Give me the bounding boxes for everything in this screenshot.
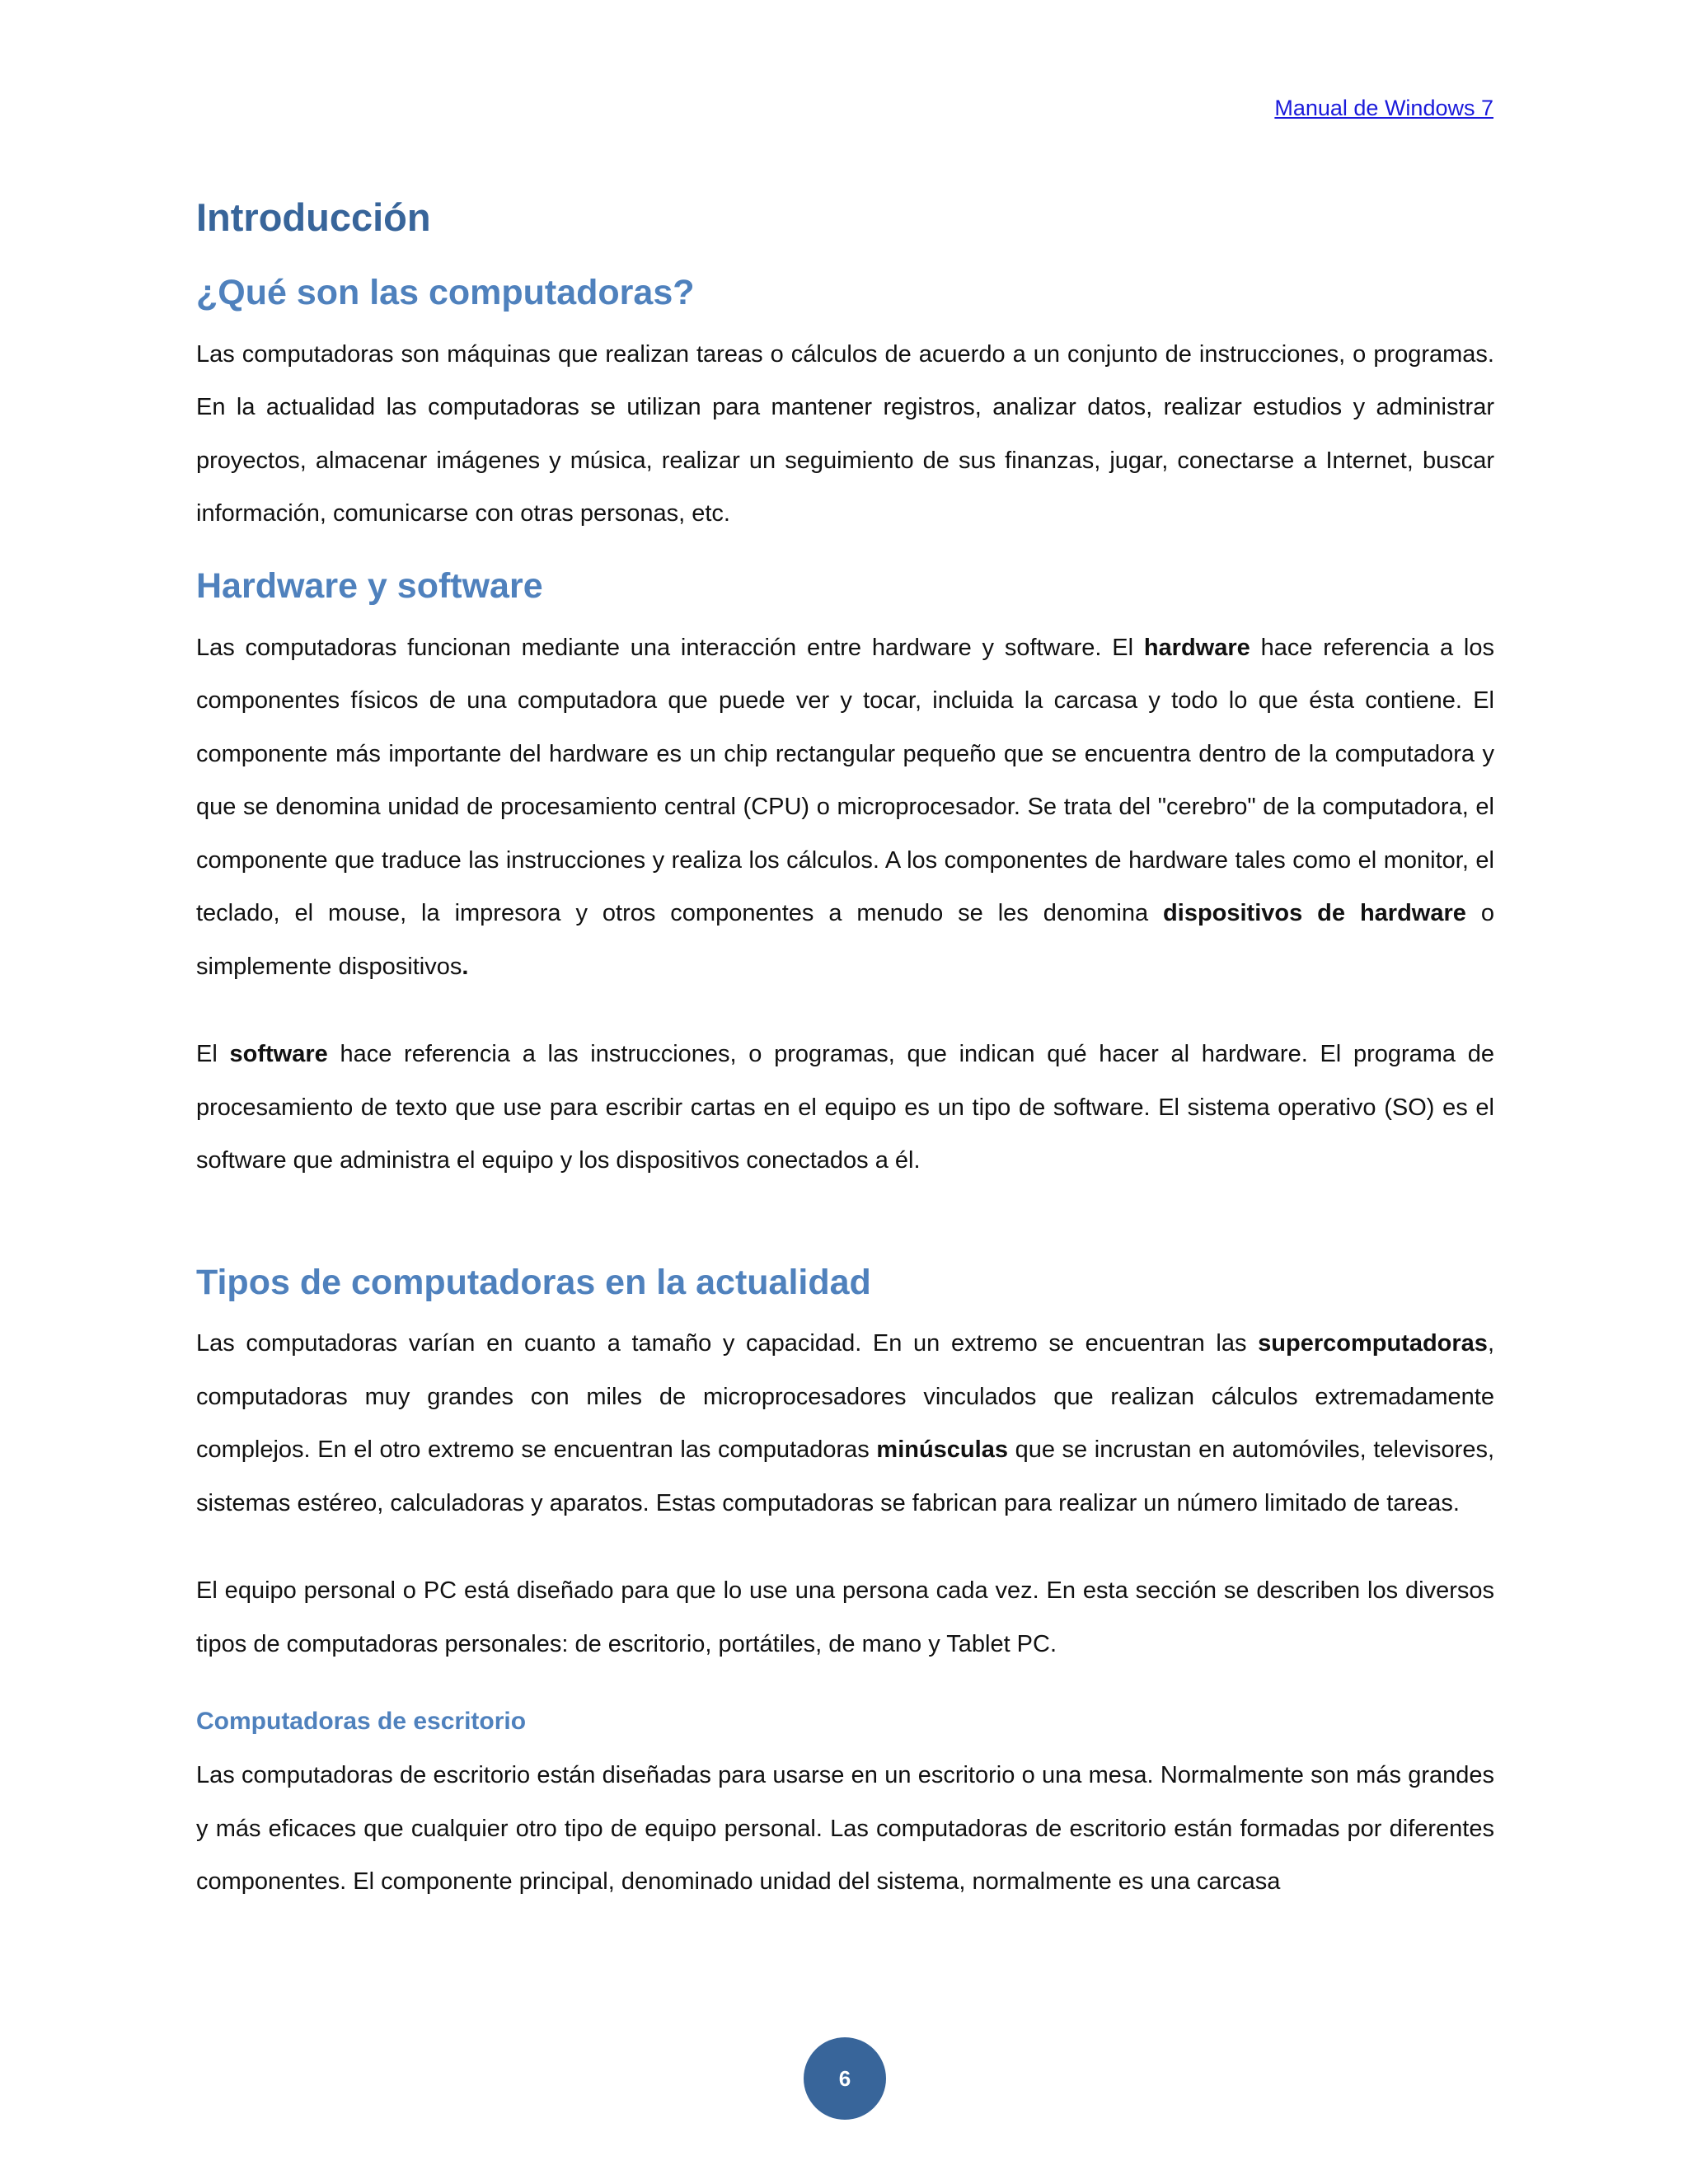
paragraph-computer-sizes	[196, 1317, 1494, 1530]
text-run: .	[462, 953, 469, 980]
text-run: hace referencia a las instrucciones, o programas, que indican qué hacer al hardware. El programa de procesamiento de texto que use para escribir cartas en el equipo es un tipo de software. El sistema operativo (SO) es el software que administra el equipo y los dispositivos conectados a él.	[196, 1041, 1495, 1174]
term-hardware: hardware	[1143, 634, 1250, 661]
chapter-title: Introducción	[196, 195, 431, 239]
paragraph-software	[196, 1028, 1494, 1188]
paragraph-desktop-computers: Las computadoras de escritorio están diseñadas para usarse en un escritorio o una mesa. Normalmente son más grandes y más eficaces que cualquier otro tipo de equipo personal. Las computadoras de escritorio están formadas por diferentes componentes. El componente principal, denominado unidad del sistema, normalmente es una carcasa	[196, 1762, 1494, 1896]
heading-hardware-software: Hardware y software	[196, 565, 543, 606]
text-run: que se incrustan en automóviles, televisores, sistemas estéreo, calculadoras y aparatos. Estas computadoras se fabrican para realizar un número limitado de tareas.	[196, 1436, 1494, 1516]
paragraph-personal-computer: El equipo personal o PC está diseñado para que lo use una persona cada vez. En esta sección se describen los diversos tipos de computadoras personales: de escritorio, portátiles, de mano y Tablet PC.	[196, 1577, 1494, 1657]
text-run: , computadoras muy grandes con miles de microprocesadores vinculados que realizan cálculos extremadamente complejos. En el otro extremo se encuentran las computadoras	[196, 1330, 1494, 1464]
page-number-badge: 6	[804, 2037, 886, 2120]
manual-title-link[interactable]: Manual de Windows 7	[1274, 96, 1493, 120]
paragraph-hardware	[196, 621, 1494, 994]
text-run: o simplemente dispositivos	[196, 900, 1494, 980]
paragraph-what-are-computers: Las computadoras son máquinas que realizan tareas o cálculos de acuerdo a un conjunto de instrucciones, o programas. En la actualidad las computadoras se utilizan para mantener registros, analizar datos, realizar estudios y administrar proyectos, almacenar imágenes y música, realizar un seguimiento de sus finanzas, jugar, conectarse a Internet, buscar información, comunicarse con otras personas, etc.	[196, 340, 1494, 527]
term-tiny: minúsculas	[876, 1436, 1008, 1464]
text-run: El	[196, 1041, 230, 1068]
text-run: Las computadoras varían en cuanto a tamaño y capacidad. En un extremo se encuentran las	[196, 1330, 1259, 1357]
heading-what-are-computers: ¿Qué son las computadoras?	[196, 273, 695, 313]
heading-computer-types: Tipos de computadoras en la actualidad	[196, 1262, 871, 1302]
term-supercomputers: supercomputadoras	[1258, 1330, 1488, 1357]
term-software: software	[229, 1041, 328, 1068]
term-hardware-devices: dispositivos de hardware	[1163, 900, 1466, 927]
page-content	[196, 194, 1494, 1909]
heading-desktop-computers: Computadoras de escritorio	[196, 1708, 527, 1736]
text-run: Las computadoras funcionan mediante una interacción entre hardware y software. El	[196, 634, 1144, 661]
text-run: hace referencia a los componentes físicos de una computadora que puede ver y tocar, incluida la carcasa y todo lo que ésta contiene. El componente más importante del hardware es un chip rectangular pequeño que se encuentra dentro de la computadora y que se denomina unidad de procesamiento central (CPU) o microprocesador. Se trata del "cerebro" de la computadora, el componente que traduce las instrucciones y realiza los cálculos. A los componentes de hardware tales como el monitor, el teclado, el mouse, la impresora y otros componentes a menudo se les denomina	[196, 634, 1494, 927]
